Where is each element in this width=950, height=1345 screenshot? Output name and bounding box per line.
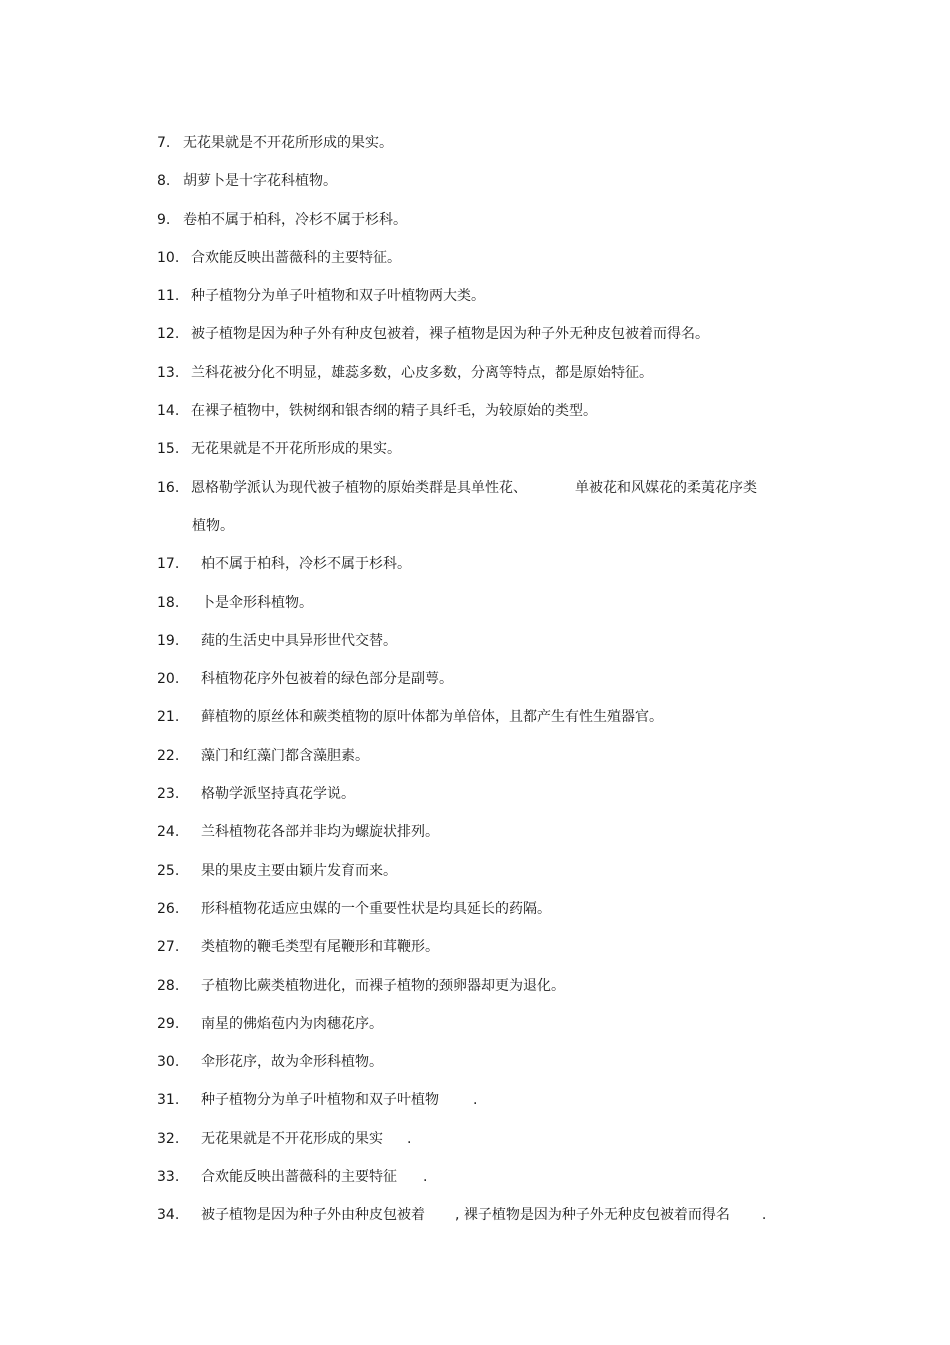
item-trailing-period: .: [423, 1169, 428, 1186]
item-number: 25.: [157, 862, 180, 879]
list-item: [157, 898, 817, 936]
item-number: 29.: [157, 1015, 180, 1032]
spacing-gap: [383, 1128, 407, 1166]
spacing-gap: [439, 1089, 473, 1127]
list-item: [157, 1128, 817, 1166]
item-number: 13.: [157, 364, 180, 381]
item-number: 23.: [157, 786, 180, 803]
list-item: [157, 783, 817, 821]
item-number: 28.: [157, 977, 180, 994]
item-text: 子植物比蕨类植物进化，而裸子植物的颈卵器却更为退化。: [201, 977, 565, 994]
item-number: 30.: [157, 1054, 180, 1071]
item-trailing-period: .: [761, 1207, 767, 1224]
item-text: 卜是伞形科植物。: [201, 594, 313, 611]
item-number: 27.: [157, 939, 180, 956]
list-item: [157, 247, 817, 285]
list-item: [157, 438, 817, 476]
item-text: 被子植物是因为种子外有种皮包被着，裸子植物是因为种子外无种皮包被着而得名。: [191, 326, 709, 343]
item-text-continued: 单被花和风媒花的柔荑花序类: [575, 479, 757, 496]
item-text: 无花果就是不开花所形成的果实。: [183, 135, 393, 151]
list-item: [157, 285, 817, 323]
item-text: 兰科植物花各部并非均为螺旋状排列。: [201, 824, 439, 841]
item-number: 21.: [157, 709, 180, 726]
list-item: [157, 975, 817, 1013]
list-item: [157, 630, 817, 668]
question-list: [157, 132, 817, 1243]
item-number: 10.: [157, 249, 180, 266]
item-text: 莼的生活史中具异形世代交替。: [201, 632, 397, 649]
list-item: [157, 1051, 817, 1089]
item-number: 16.: [157, 479, 180, 496]
item-number: 7.: [157, 135, 171, 151]
item-text: 合欢能反映出蔷薇科的主要特征。: [191, 249, 401, 266]
list-item: [157, 1166, 817, 1204]
list-item: [157, 668, 817, 706]
item-text: 科植物花序外包被着的绿色部分是副萼。: [201, 671, 453, 688]
item-continuation-line: 植物。: [192, 517, 234, 534]
item-text: 在裸子植物中，铁树纲和银杏纲的精子具纤毛，为较原始的类型。: [191, 403, 597, 420]
list-item: [157, 170, 817, 208]
list-item: [157, 553, 817, 591]
item-text: 类植物的鞭毛类型有尾鞭形和茸鞭形。: [201, 939, 439, 956]
list-item: [157, 745, 817, 783]
item-number: 26.: [157, 900, 180, 917]
item-trailing-period: .: [407, 1130, 412, 1147]
item-text: 柏不属于柏科，冷杉不属于杉科。: [201, 556, 411, 573]
list-item: [157, 132, 817, 170]
item-number: 34.: [157, 1207, 180, 1224]
item-text: 形科植物花适应虫媒的一个重要性状是均具延长的药隔。: [201, 900, 551, 917]
item-text: 南星的佛焰苞内为肉穗花序。: [201, 1015, 383, 1032]
item-number: 11.: [157, 288, 180, 305]
item-text: 种子植物分为单子叶植物和双子叶植物两大类。: [191, 288, 485, 305]
item-number: 20.: [157, 671, 180, 688]
item-number: 9.: [157, 211, 171, 228]
item-number: 22.: [157, 747, 180, 764]
list-item: [157, 821, 817, 859]
item-text: 恩格勒学派认为现代被子植物的原始类群是具单性花、: [191, 479, 527, 496]
spacing-gap: [730, 1204, 762, 1242]
item-text: 无花果就是不开花形成的果实: [201, 1130, 383, 1147]
item-number: 19.: [157, 632, 180, 649]
item-text: 合欢能反映出蔷薇科的主要特征: [201, 1169, 397, 1186]
item-number: 14.: [157, 403, 180, 420]
item-text: 种子植物分为单子叶植物和双子叶植物: [201, 1092, 439, 1109]
item-text: 胡萝卜是十字花科植物。: [183, 173, 337, 190]
item-text: 伞形花序，故为伞形科植物。: [201, 1054, 383, 1071]
list-item: [157, 592, 817, 630]
item-number: 12.: [157, 326, 180, 343]
list-item: [157, 1204, 817, 1242]
item-number: 18.: [157, 594, 180, 611]
list-item: [157, 936, 817, 974]
list-item: [157, 477, 817, 515]
item-text-continued: , 裸子植物是因为种子外无种皮包被着而得名: [455, 1207, 730, 1224]
item-number: 32.: [157, 1130, 180, 1147]
spacing-gap: [527, 477, 575, 515]
list-item: [157, 1013, 817, 1051]
item-text: 格勒学派坚持真花学说。: [201, 786, 355, 803]
item-number: 31.: [157, 1092, 180, 1109]
list-item: [157, 323, 817, 361]
spacing-gap: [425, 1204, 455, 1242]
item-trailing-period: .: [473, 1092, 478, 1109]
spacing-gap: [397, 1166, 423, 1204]
item-number: 33.: [157, 1169, 180, 1186]
item-text: 无花果就是不开花所形成的果实。: [191, 441, 401, 458]
item-text: 被子植物是因为种子外由种皮包被着: [201, 1207, 425, 1224]
item-number: 17.: [157, 556, 180, 573]
item-number: 8.: [157, 173, 171, 190]
list-item: [157, 1089, 817, 1127]
list-item: [157, 209, 817, 247]
item-text: 果的果皮主要由颖片发育而来。: [201, 862, 397, 879]
list-item: [157, 400, 817, 438]
item-number: 15.: [157, 441, 180, 458]
item-text: 藓植物的原丝体和蕨类植物的原叶体都为单倍体，且都产生有性生殖器官。: [201, 709, 663, 726]
item-text: 兰科花被分化不明显，雄蕊多数，心皮多数，分离等特点，都是原始特征。: [191, 364, 653, 381]
item-number: 24.: [157, 824, 180, 841]
item-text: 卷柏不属于柏科，冷杉不属于杉科。: [183, 211, 407, 228]
list-item: [157, 362, 817, 400]
list-item: [157, 706, 817, 744]
list-item: [157, 860, 817, 898]
item-text: 藻门和红藻门都含藻胆素。: [201, 747, 369, 764]
